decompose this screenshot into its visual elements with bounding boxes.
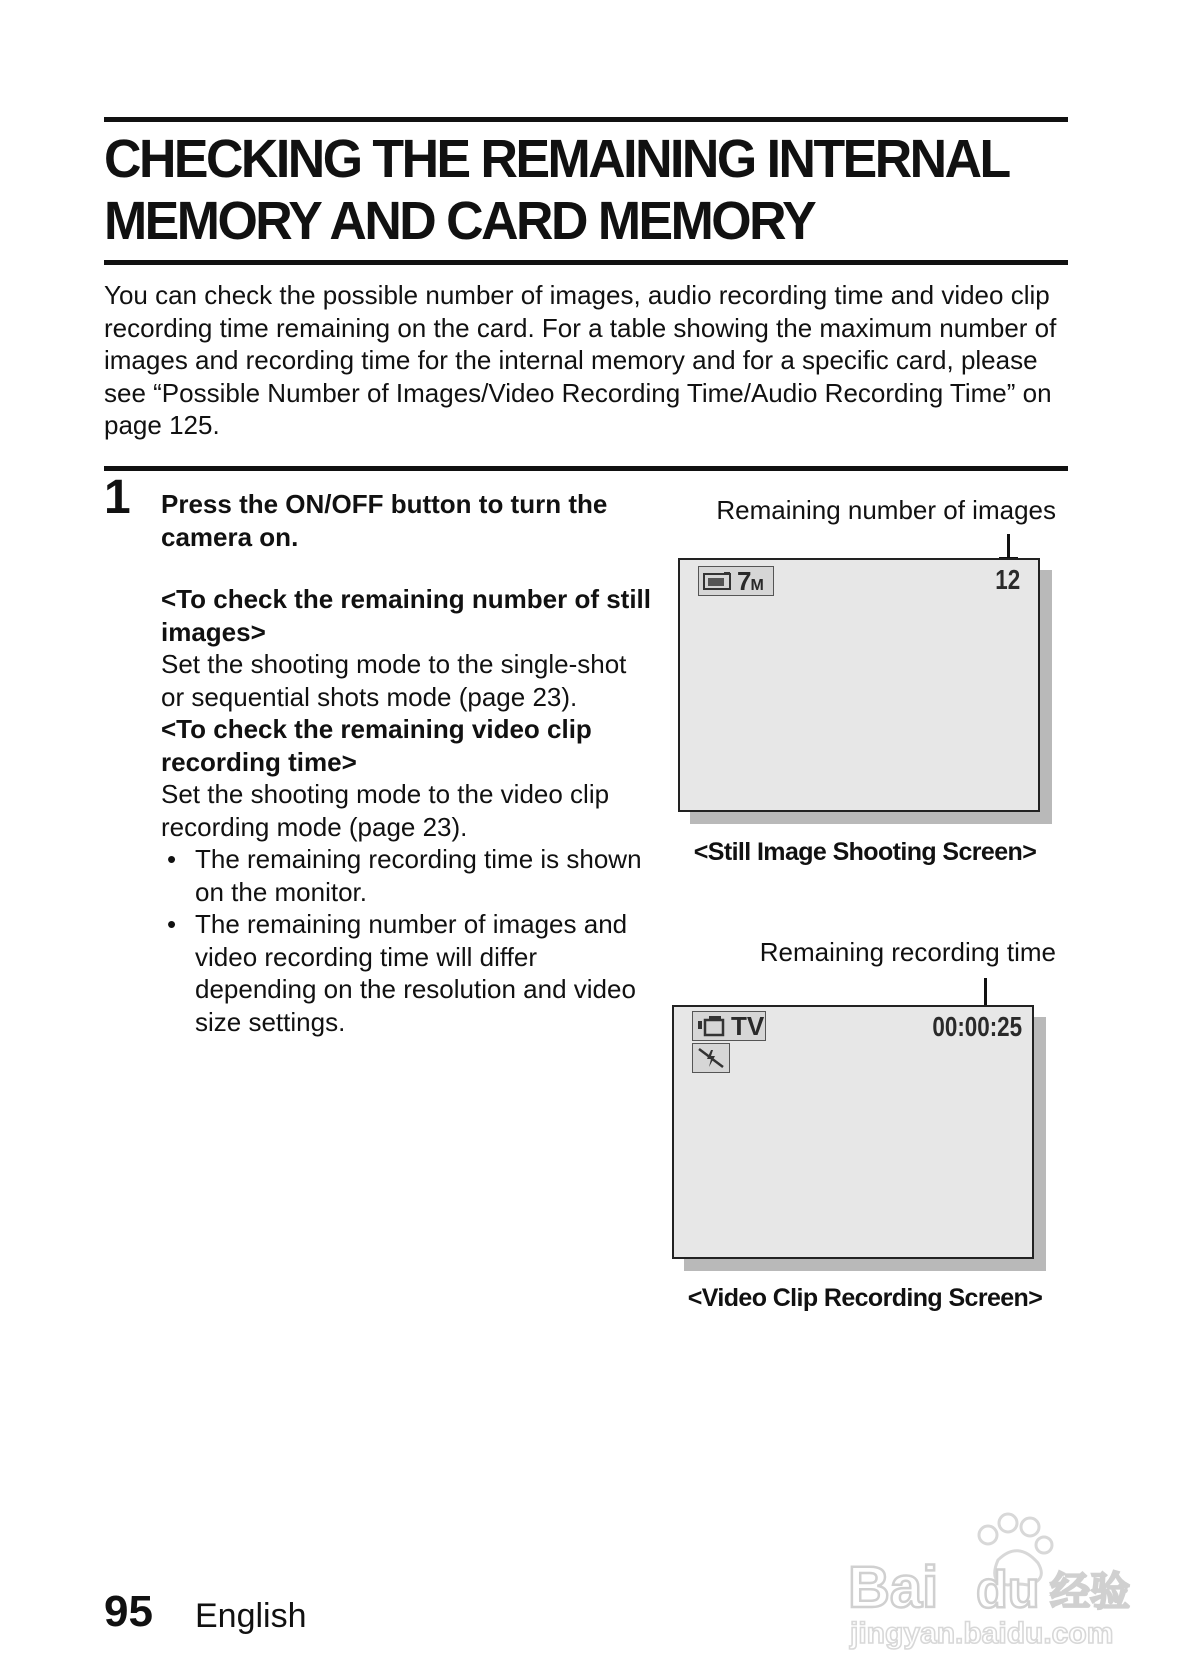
still-camera-icon: [703, 571, 733, 591]
still-screen-caption: <Still Image Shooting Screen>: [693, 838, 1037, 866]
notes-list: [161, 843, 651, 1038]
top-rule: [104, 117, 1068, 122]
page-language: English: [195, 1597, 307, 1635]
still-resolution: [737, 566, 763, 601]
page-number: 95: [104, 1587, 153, 1636]
flash-indicator: [692, 1043, 730, 1073]
remaining-recording-time-label: Remaining recording time: [759, 937, 1056, 967]
step-number: 1: [104, 471, 131, 524]
remaining-images-label: Remaining number of images: [716, 495, 1056, 525]
bullet-icon: •: [167, 909, 177, 939]
still-mode-indicator: [698, 566, 774, 596]
list-item: [161, 843, 651, 908]
title-line-2: MEMORY AND CARD MEMORY: [104, 191, 815, 251]
resolution-value: 7: [737, 566, 751, 596]
baidu-watermark-logo: [848, 1505, 1138, 1655]
page-title: [104, 128, 1045, 252]
svg-text:jingyan.baidu.com: jingyan.baidu.com: [850, 1617, 1114, 1650]
spacer: [161, 553, 651, 583]
video-recording-screen: [672, 1005, 1034, 1259]
video-instruction: Set the shooting mode to the video clip recording mode (page 23).: [161, 779, 610, 842]
video-mode-indicator: [692, 1011, 766, 1041]
still-instruction: Set the shooting mode to the single-shot or sequential shots mode (page 23).: [161, 649, 627, 712]
svg-text:du: du: [976, 1561, 1040, 1619]
note-text: The remaining recording time is shown on the monitor.: [195, 844, 642, 907]
video-subheading: <To check the remaining video clip recording time>: [161, 714, 592, 777]
list-item: [161, 908, 651, 1038]
step-instructions: [161, 488, 651, 1038]
svg-text:Bai: Bai: [848, 1555, 939, 1620]
title-line-1: CHECKING THE REMAINING INTERNAL: [104, 129, 1009, 189]
intro-paragraph: You can check the possible number of images, audio recording time and video clip recording time remaining on the card. For a table showing the maximum number of images and recording time for the internal memory and for a specific card, please see “Possible Number of Images/Video Recording Time/Audio Recording Time” on page 125.: [104, 280, 1057, 440]
remaining-images-count: 12: [995, 564, 1020, 595]
step-heading: Press the ON/OFF button to turn the camera on.: [161, 489, 608, 552]
leader-line: [984, 978, 987, 1008]
remaining-recording-time: 00:00:25: [932, 1011, 1022, 1042]
video-resolution: TV: [731, 1011, 765, 1041]
video-screen-caption: <Video Clip Recording Screen>: [687, 1284, 1043, 1312]
step-rule: [104, 466, 1068, 471]
title-rule: [104, 260, 1068, 265]
still-shooting-screen: [678, 558, 1040, 812]
flash-off-icon: [697, 1047, 725, 1069]
resolution-suffix: M: [750, 577, 763, 594]
bullet-icon: •: [167, 844, 177, 874]
video-camera-icon: [697, 1015, 727, 1037]
note-text: The remaining number of images and video recording time will differ depending on the resolution and video size settings.: [195, 909, 636, 1037]
svg-text:经验: 经验: [1050, 1569, 1130, 1615]
still-subheading: <To check the remaining number of still images>: [161, 584, 652, 647]
